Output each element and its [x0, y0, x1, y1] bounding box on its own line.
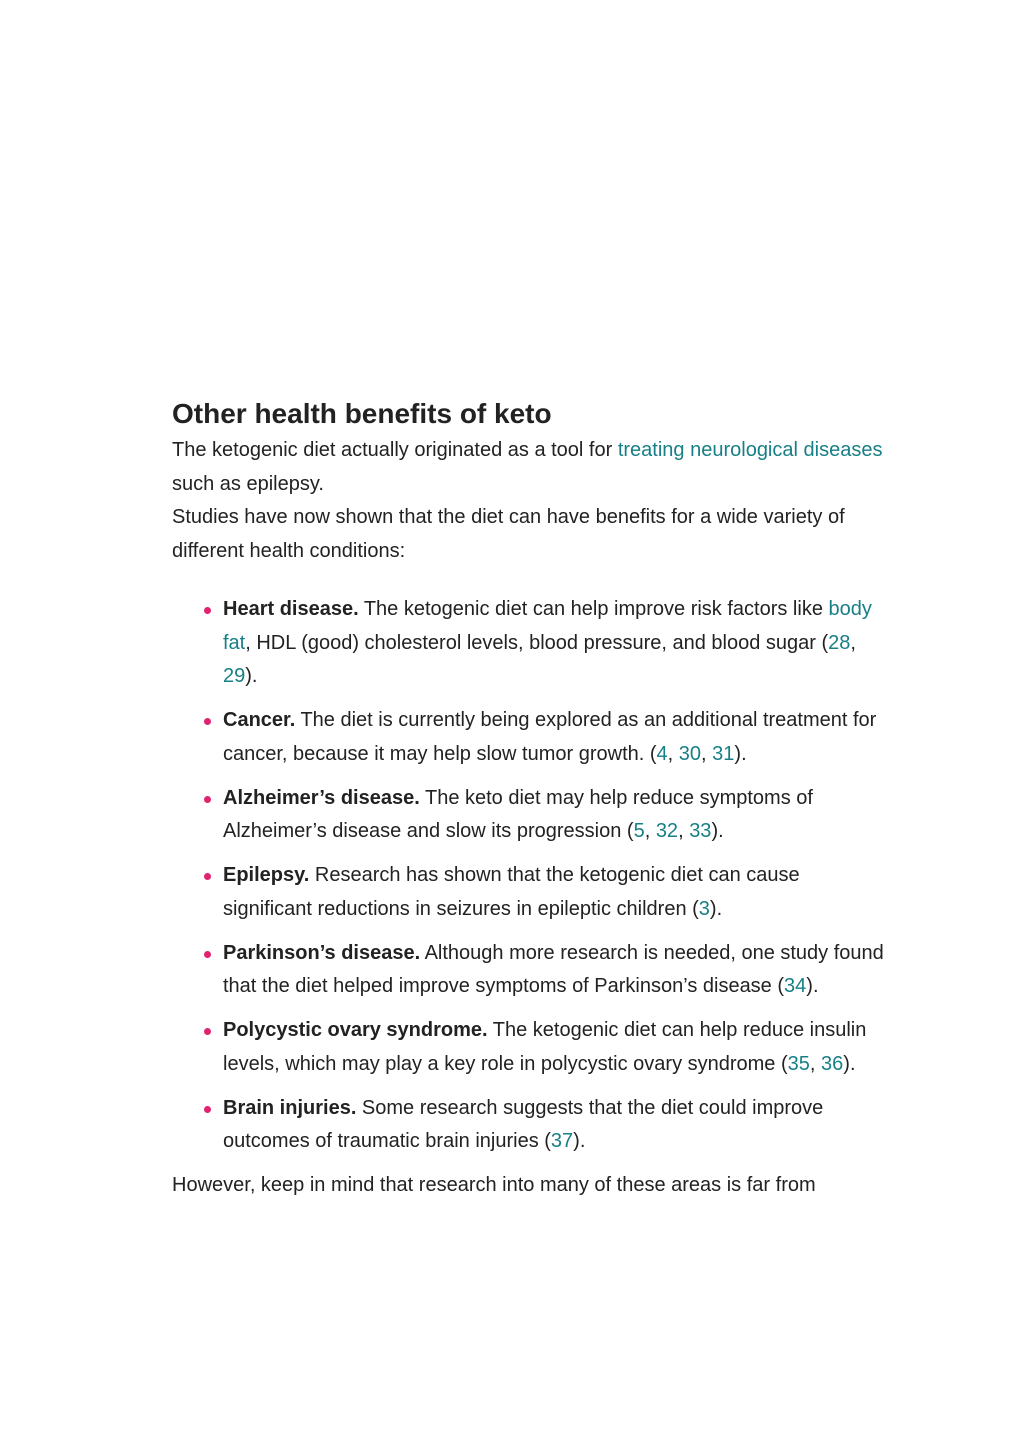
reference-link[interactable]: 35 — [787, 1052, 810, 1075]
bullet-icon — [204, 873, 211, 880]
benefit-end: ). — [245, 665, 258, 687]
benefit-term: Parkinson’s disease. — [223, 941, 421, 964]
list-item-brain-injuries — [223, 1092, 884, 1159]
reference-link[interactable]: 31 — [712, 742, 735, 765]
reference-link[interactable]: 28 — [828, 631, 851, 654]
benefit-term: Alzheimer’s disease. — [223, 786, 420, 809]
benefit-term: Brain injuries. — [223, 1096, 357, 1119]
benefit-end: ). — [709, 897, 723, 920]
reference-link[interactable]: 3 — [698, 897, 710, 920]
bullet-icon — [204, 1106, 211, 1113]
body-fat-link[interactable]: body fat — [223, 598, 872, 654]
benefit-text: The ketogenic diet can help improve risk factors like — [358, 598, 829, 620]
article-section — [172, 394, 884, 1203]
bullet-icon — [204, 718, 211, 725]
bullet-icon — [204, 1028, 211, 1035]
section-heading: Other health benefits of keto — [172, 398, 552, 429]
intro-text-before: The ketogenic diet actually originated as a tool for — [172, 439, 618, 461]
benefit-term: Cancer. — [223, 709, 296, 731]
reference-link[interactable]: 5 — [633, 820, 645, 842]
benefit-text: Some research suggests that the diet could improve outcomes of traumatic brain injuries ( — [223, 1096, 824, 1152]
bullet-icon — [204, 607, 211, 614]
benefit-term: Heart disease. — [223, 598, 359, 620]
benefit-text: Although more research is needed, one study found that the diet helped improve symptoms of Parkinson’s disease ( — [223, 941, 884, 997]
list-item-epilepsy — [223, 859, 884, 926]
benefit-end: ). — [843, 1052, 856, 1075]
benefit-term: Epilepsy. — [223, 864, 310, 886]
benefit-term: Polycystic ovary syndrome. — [223, 1019, 488, 1041]
list-item-heart-disease: Heart disease. The ketogenic diet can help improve risk factors like body fat, HDL (good) cholesterol levels, blood pressure, and blood sugar (28, 29). — [223, 593, 884, 694]
treating-neurological-diseases-link[interactable]: treating neurological diseases — [617, 439, 883, 461]
benefits-list — [172, 593, 884, 1159]
benefit-text: The diet is currently being explored as an additional treatment for cancer, because it may help slow tumor growth. ( — [223, 709, 877, 765]
benefit-end: ). — [711, 820, 724, 842]
reference-link[interactable]: 32 — [655, 820, 679, 842]
benefit-end: ). — [573, 1130, 586, 1152]
bullet-icon — [204, 951, 211, 958]
reference-link[interactable]: 4 — [656, 742, 668, 765]
closing-paragraph: However, keep in mind that research into many of these areas is far from — [172, 1174, 816, 1196]
benefit-text: The ketogenic diet can help reduce insulin levels, which may play a key role in polycystic ovary syndrome ( — [223, 1019, 867, 1075]
benefit-text: The keto diet may help reduce symptoms of Alzheimer’s disease and slow its progression ( — [223, 786, 813, 842]
reference-link[interactable]: 33 — [689, 820, 712, 842]
list-item-cancer: Cancer. The diet is currently being explored as an additional treatment for cancer, because it may help slow tumor growth. (4, 30, 31). — [223, 704, 884, 771]
intro-text-after: such as epilepsy. — [172, 472, 324, 495]
reference-link[interactable]: 29 — [223, 665, 246, 687]
benefit-end: ). — [806, 975, 819, 997]
studies-paragraph: Studies have now shown that the diet can have benefits for a wide variety of different health conditions: — [172, 506, 845, 562]
reference-link[interactable]: 34 — [784, 975, 807, 997]
benefit-text: Research has shown that the ketogenic diet can cause significant reductions in seizures in epileptic children ( — [223, 864, 800, 920]
reference-link[interactable]: 30 — [678, 742, 702, 765]
bullet-icon — [204, 796, 211, 803]
reference-link[interactable]: 37 — [550, 1130, 574, 1152]
list-item-alzheimers: Alzheimer’s disease. The keto diet may help reduce symptoms of Alzheimer’s disease and slow its progression (5, 32, 33). — [223, 782, 884, 849]
list-item-pcos: Polycystic ovary syndrome. The ketogenic diet can help reduce insulin levels, which may play a key role in polycystic ovary syndrome (35, 36). — [223, 1014, 884, 1081]
intro-paragraph — [172, 434, 884, 501]
benefit-end: ). — [734, 742, 747, 765]
reference-link[interactable]: 36 — [821, 1052, 844, 1075]
list-item-parkinsons — [223, 937, 884, 1004]
benefit-text: , HDL (good) cholesterol levels, blood pressure, and blood sugar ( — [245, 631, 829, 654]
